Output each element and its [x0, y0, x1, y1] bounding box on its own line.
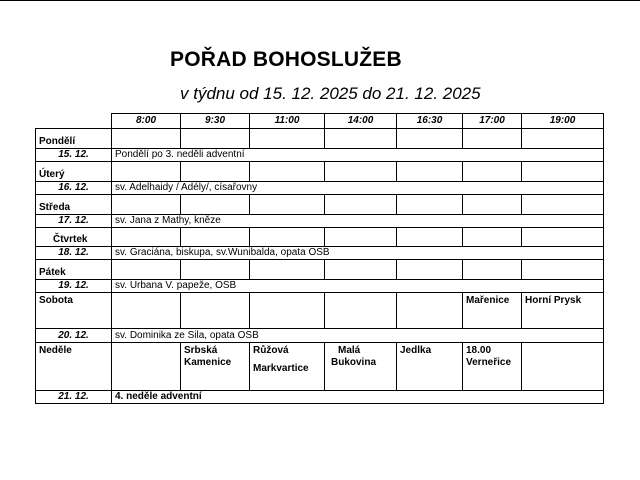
- feast-row: [36, 149, 604, 162]
- slot-cell: [325, 293, 397, 329]
- feast-text: Pondělí po 3. neděli adventní: [112, 149, 604, 162]
- event-cell: [250, 343, 325, 391]
- slot-cell: [463, 195, 522, 215]
- slot-cell: [112, 343, 181, 391]
- event-line: Bukovina: [331, 357, 377, 368]
- corner-cell: [36, 114, 112, 129]
- day-date: 21. 12.: [36, 391, 112, 404]
- slot-cell: [522, 228, 604, 247]
- top-border-line: [0, 0, 640, 1]
- feast-text: sv. Urbana V. papeže, OSB: [112, 280, 604, 293]
- time-header: 8:00: [112, 114, 181, 129]
- feast-row: [36, 280, 604, 293]
- slot-cell: [463, 228, 522, 247]
- day-date: 18. 12.: [36, 247, 112, 260]
- slot-cell: [397, 260, 463, 280]
- slot-cell: [522, 129, 604, 149]
- day-date: 17. 12.: [36, 215, 112, 228]
- slot-cell: [463, 162, 522, 182]
- feast-row: [36, 182, 604, 195]
- day-name: Úterý: [36, 162, 112, 182]
- slot-cell: [325, 195, 397, 215]
- slot-cell: [250, 129, 325, 149]
- slot-cell: [397, 162, 463, 182]
- event-line: 18.00: [466, 345, 492, 356]
- day-date: 20. 12.: [36, 329, 112, 343]
- day-row: [36, 293, 604, 329]
- feast-row: [36, 215, 604, 228]
- slot-cell: [181, 195, 250, 215]
- time-header: 19:00: [522, 114, 604, 129]
- feast-text: sv. Graciána, biskupa, sv.Wunibalda, opata OSB: [112, 247, 604, 260]
- event-line: Kamenice: [184, 357, 232, 368]
- slot-cell: [325, 129, 397, 149]
- event-line: Srbská: [184, 345, 218, 356]
- feast-row: [36, 247, 604, 260]
- time-header: 11:00: [250, 114, 325, 129]
- event-line: Malá: [338, 345, 361, 356]
- slot-cell: [522, 260, 604, 280]
- day-name: Neděle: [36, 343, 112, 391]
- slot-cell: [397, 195, 463, 215]
- time-header: 9:30: [181, 114, 250, 129]
- time-header: 14:00: [325, 114, 397, 129]
- slot-cell: [463, 129, 522, 149]
- feast-text: sv. Dominika ze Sila, opata OSB: [112, 329, 604, 343]
- event-cell: [397, 343, 463, 391]
- slot-cell: [397, 129, 463, 149]
- event-line: Verneřice: [466, 357, 512, 368]
- event-cell: [181, 343, 250, 391]
- event-cell: [463, 343, 522, 391]
- slot-cell: [112, 162, 181, 182]
- slot-cell: [397, 228, 463, 247]
- day-row: [36, 343, 604, 391]
- event-line: Jedlka: [400, 345, 432, 356]
- event-line: Růžová: [253, 345, 289, 356]
- feast-text: 4. neděle adventní: [112, 391, 604, 404]
- slot-cell: [522, 195, 604, 215]
- slot-cell: [325, 260, 397, 280]
- event-line: [253, 357, 321, 361]
- schedule-table: [35, 113, 604, 404]
- slot-cell: [112, 129, 181, 149]
- slot-cell: [522, 343, 604, 391]
- slot-cell: [325, 162, 397, 182]
- slot-cell: [250, 260, 325, 280]
- feast-row: [36, 329, 604, 343]
- day-row: [36, 195, 604, 215]
- slot-cell: [112, 195, 181, 215]
- day-name: Pátek: [36, 260, 112, 280]
- day-name: Sobota: [36, 293, 112, 329]
- slot-cell: [112, 293, 181, 329]
- day-row: [36, 260, 604, 280]
- slot-cell: [181, 129, 250, 149]
- page-title: POŘAD BOHOSLUŽEB: [170, 48, 402, 71]
- event-cell: Horní Prysk: [522, 293, 604, 329]
- day-row: [36, 228, 604, 247]
- day-row: [36, 162, 604, 182]
- slot-cell: [463, 260, 522, 280]
- slot-cell: [181, 228, 250, 247]
- feast-row: [36, 391, 604, 404]
- day-row: [36, 129, 604, 149]
- slot-cell: [181, 293, 250, 329]
- day-name: Pondělí: [36, 129, 112, 149]
- slot-cell: [325, 228, 397, 247]
- slot-cell: [250, 228, 325, 247]
- day-date: 15. 12.: [36, 149, 112, 162]
- time-header-row: [36, 114, 604, 129]
- feast-text: sv. Jana z Mathy, kněze: [112, 215, 604, 228]
- day-name: Čtvrtek: [36, 228, 112, 247]
- slot-cell: [397, 293, 463, 329]
- slot-cell: [250, 293, 325, 329]
- time-header: 17:00: [463, 114, 522, 129]
- event-line: Markvartice: [253, 363, 309, 374]
- time-header: 16:30: [397, 114, 463, 129]
- slot-cell: [112, 260, 181, 280]
- event-cell: [325, 343, 397, 391]
- slot-cell: [522, 162, 604, 182]
- slot-cell: [250, 162, 325, 182]
- slot-cell: [181, 260, 250, 280]
- slot-cell: [112, 228, 181, 247]
- day-date: 19. 12.: [36, 280, 112, 293]
- page-subtitle: v týdnu od 15. 12. 2025 do 21. 12. 2025: [180, 84, 481, 103]
- event-cell: Mařenice: [463, 293, 522, 329]
- day-name: Středa: [36, 195, 112, 215]
- feast-text: sv. Adelhaidy / Adély/, císařovny: [112, 182, 604, 195]
- slot-cell: [181, 162, 250, 182]
- slot-cell: [250, 195, 325, 215]
- day-date: 16. 12.: [36, 182, 112, 195]
